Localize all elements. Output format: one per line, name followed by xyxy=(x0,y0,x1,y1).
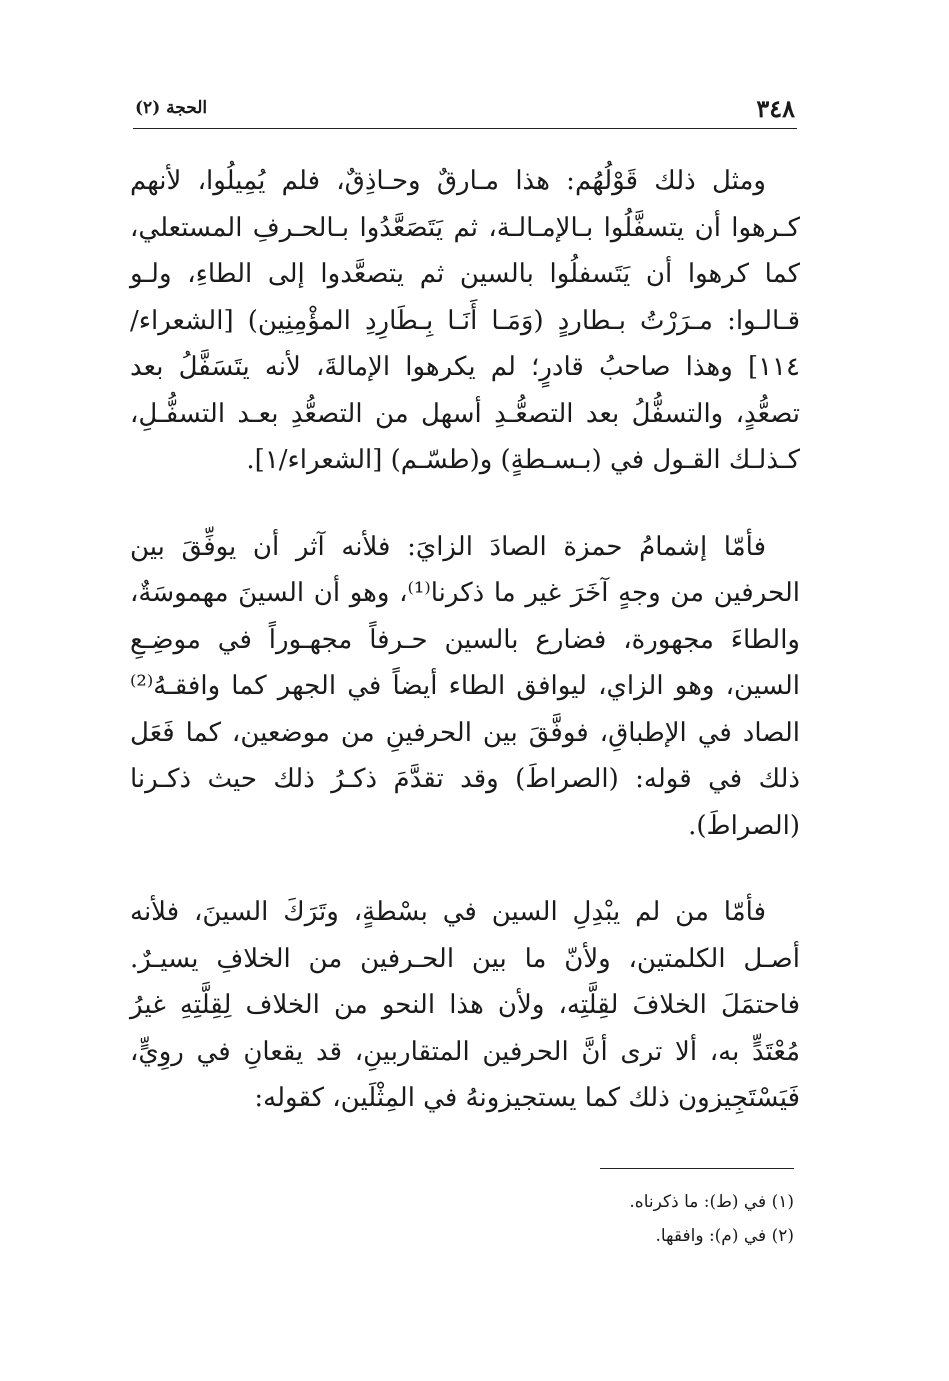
header-rule xyxy=(133,128,797,129)
footnote-1: (١) في (ط): ما ذكرناه. xyxy=(629,1192,794,1212)
footnote-rule xyxy=(600,1168,794,1169)
footnotes xyxy=(130,1185,794,1253)
running-header xyxy=(135,92,795,124)
paragraph-3: فأمّا من لم يبْدِلِ السين في بسْطةٍ، وتَرَكَ السينَ، فلأنه أصـل الكلمتين، ولأنّ ما بين الحـرفين من الخلافِ يسيـرٌ. فاحتمَلَ الخلافَ لقِلَّتِه، ولأن هذا النحو من الخلاف لِقِلَّتِهِ غيرُ مُعْتَدٍّ به، ألا ترى أنَّ الحرفين المتقاربينِ، قد يقعانِ في روِيٍّ، فَيَسْتَجِيزون ذلك كما يستجيزونهُ في المِثْلَين، كقوله: xyxy=(130,897,800,1113)
footnote-2: (٢) في (م): وافقها. xyxy=(655,1226,794,1246)
paragraph-2: فأمّا إشمامُ حمزة الصادَ الزايَ: فلأنه آثر أن يوفِّقَ بين الحرفين من وجهٍ آخَرَ غير ما ذكرنا⁽¹⁾، وهو أن السينَ مهموسَةٌ، والطاءَ مجهورة، فضارع بالسين حـرفاً مجهـوراً في موضِـعِ السين، وهو الزاي، ليوافق الطاء أيضاً في الجهر كما وافقـهُ⁽²⁾ الصاد في الإطباقِ، فوفَّقَ بين الحرفينِ من موضعين، كما فَعَل ذلك في قوله: (الصراطَ) وقد تقدَّمَ ذكـرُ ذلك حيث ذكـرنا (الصراطَ). xyxy=(130,531,801,841)
book-title: الحجة (٢) xyxy=(135,98,208,118)
paragraph-1: ومثل ذلك قَوْلُهُم: هذا مـارقٌ وحـاذِقٌ، فلم يُمِيلُوا، لأنهم كـرهوا أن يتسفَّلُوا بـالإمـالـة، ثم يَتَصَعَّدُوا بـالحـرفِ المستعلي، كما كرهوا أن يَتَسفلُوا بالسين ثم يتصعَّدوا إلى الطاءِ، ولـو قـالـوا: مـرَرْتُ بـطاردٍ (وَمَـا أَنَـا بِـطَارِدِ المؤْمِنِين) [الشعراء/١١٤] وهذا صاحبُ قادرٍ؛ لم يكرهوا الإمالةَ، لأنه يتَسَفَّلُ بعد تصعُّدٍ، والتسفُّلُ بعد التصعُّـدِ أسهل من التصعُّدِ بعـد التسفُّـلِ، كـذلـك القـول في (بـسـطةٍ) و(طسّـم) [الشعراء/١]. xyxy=(130,166,800,475)
body-text xyxy=(130,158,800,1162)
page-number: ٣٤٨ xyxy=(756,93,795,123)
